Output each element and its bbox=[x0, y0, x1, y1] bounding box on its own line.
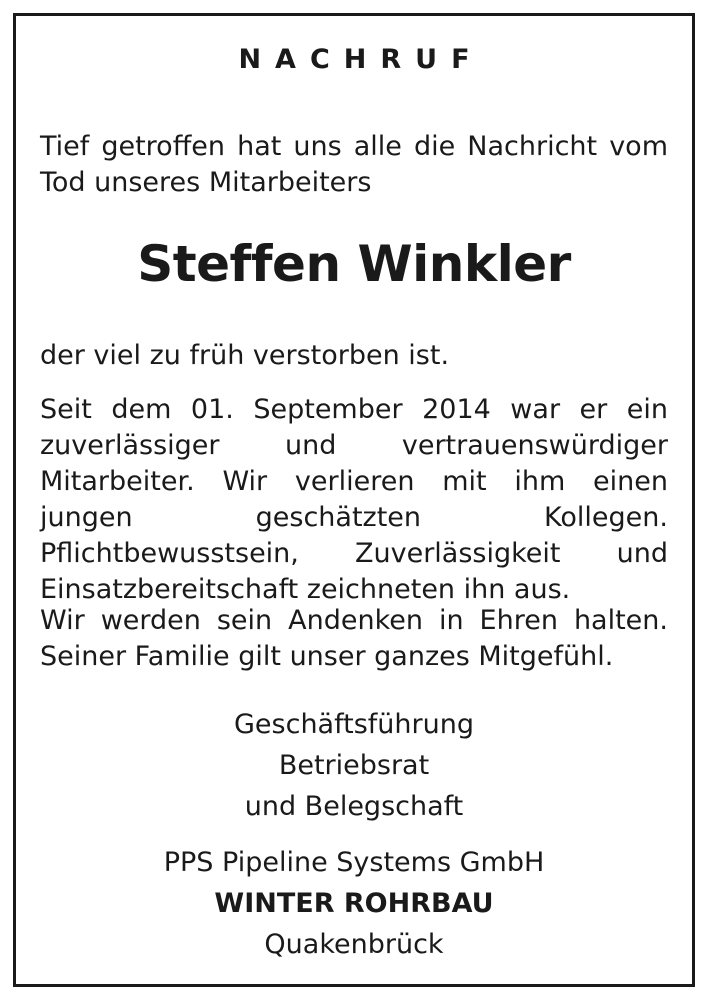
signatories bbox=[0, 704, 708, 827]
signatory-staff: und Belegschaft bbox=[244, 791, 464, 822]
died-line: der viel zu früh verstorben ist. bbox=[40, 340, 450, 371]
company-block bbox=[0, 842, 708, 965]
company-name: PPS Pipeline Systems GmbH bbox=[163, 847, 545, 878]
company-division: WINTER ROHRBAU bbox=[214, 888, 494, 919]
notice-heading: NACHRUF bbox=[238, 44, 484, 75]
body-text: Seit dem 01. September 2014 war er ein zuverlässiger und vertrauenswürdiger Mitarbeiter. Wir verlieren mit ihm einen jungen geschätzten Kollegen. Pflichtbewusstsein, Zuverlässigkeit und Einsatzbereitschaft zeichneten ihn aus. bbox=[40, 394, 668, 605]
deceased-name: Steffen Winkler bbox=[137, 235, 571, 293]
closing-text: Wir werden sein Andenken in Ehren halten. Seiner Familie gilt unser ganzes Mitgefühl. bbox=[40, 605, 668, 672]
signatory-works-council: Betriebsrat bbox=[278, 750, 430, 781]
intro-text: Tief getroffen hat uns alle die Nachricht vom Tod unseres Mitarbeiters bbox=[40, 131, 668, 198]
signatory-management: Geschäftsführung bbox=[234, 709, 474, 740]
company-city: Quakenbrück bbox=[264, 929, 444, 960]
